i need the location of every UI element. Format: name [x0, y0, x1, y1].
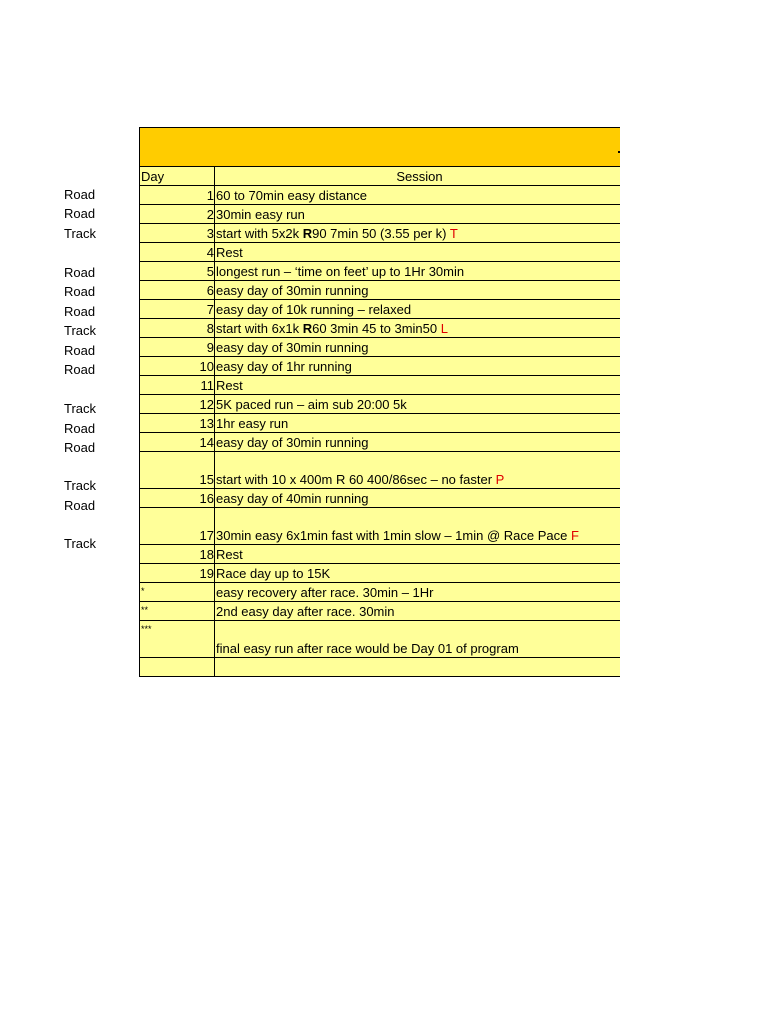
day-cell: ** — [140, 602, 215, 621]
text-segment: start with 6x1k — [216, 321, 303, 336]
day-cell: 15 — [140, 452, 215, 489]
session-type-label: Road — [64, 303, 96, 319]
day-cell: 6 — [140, 281, 215, 300]
session-cell — [215, 433, 621, 452]
schedule-row — [140, 564, 621, 583]
session-cell — [215, 186, 621, 205]
pace-code: T — [449, 226, 458, 241]
schedule-row — [140, 583, 621, 602]
text-segment: start with 5x2k — [216, 226, 303, 241]
day-cell: 10 — [140, 357, 215, 376]
session-type-label: Road — [64, 420, 96, 436]
session-cell — [215, 621, 621, 658]
schedule-row — [140, 319, 621, 338]
text-segment: easy recovery after race. 30min – 1Hr — [216, 585, 434, 600]
day-cell: 19 — [140, 564, 215, 583]
day-cell: 13 — [140, 414, 215, 433]
text-segment: 30min easy run — [216, 207, 305, 222]
day-cell: 14 — [140, 433, 215, 452]
schedule-row — [140, 602, 621, 621]
title-overflow-mark — [618, 151, 620, 153]
rest-code: R — [302, 321, 313, 336]
session-cell — [215, 224, 621, 243]
session-cell — [215, 300, 621, 319]
schedule-row — [140, 376, 621, 395]
day-cell: 3 — [140, 224, 215, 243]
text-segment: easy day of 40min running — [216, 491, 369, 506]
schedule-row — [140, 224, 621, 243]
pace-code: L — [440, 321, 448, 336]
schedule-row — [140, 281, 621, 300]
text-segment: 1hr easy run — [216, 416, 289, 431]
session-cell — [215, 262, 621, 281]
day-cell: * — [140, 583, 215, 602]
day-cell: 7 — [140, 300, 215, 319]
session-cell — [215, 508, 621, 545]
day-cell: 4 — [140, 243, 215, 262]
schedule-row — [140, 262, 621, 281]
text-segment: Race day up to 15K — [216, 566, 331, 581]
session-cell — [215, 564, 621, 583]
schedule-row — [140, 545, 621, 564]
text-segment: Rest — [216, 378, 243, 393]
day-cell — [140, 658, 215, 677]
text-segment: 2nd easy day after race. 30min — [216, 604, 395, 619]
text-segment: easy day of 30min running — [216, 283, 369, 298]
schedule-row — [140, 433, 621, 452]
text-segment: longest run – ‘time on feet’ up to 1Hr 30min — [216, 264, 465, 279]
text-segment: easy day of 10k running – relaxed — [216, 302, 412, 317]
day-cell: 17 — [140, 508, 215, 545]
session-type-label: Road — [64, 362, 96, 377]
session-cell — [215, 357, 621, 376]
session-cell — [215, 583, 621, 602]
schedule-row — [140, 414, 621, 433]
text-segment: start with 10 x 400m R 60 400/86sec – no faster — [216, 472, 496, 487]
schedule-row — [140, 452, 621, 489]
schedule-row — [140, 489, 621, 508]
day-cell: 5 — [140, 262, 215, 281]
text-segment: Rest — [216, 547, 243, 562]
day-cell: 11 — [140, 376, 215, 395]
session-cell — [215, 489, 621, 508]
day-cell: *** — [140, 621, 215, 658]
training-schedule-table — [139, 166, 620, 677]
session-cell — [215, 376, 621, 395]
day-cell: 8 — [140, 319, 215, 338]
day-cell: 2 — [140, 205, 215, 224]
text-segment: 90 7min 50 (3.55 per k) — [312, 226, 450, 241]
day-cell: 18 — [140, 545, 215, 564]
session-type-label: Track — [64, 535, 97, 551]
table-header-row — [140, 167, 621, 186]
session-cell — [215, 205, 621, 224]
training-table-sheet — [139, 127, 620, 687]
schedule-row — [140, 243, 621, 262]
session-type-label: Road — [64, 440, 96, 455]
schedule-row — [140, 300, 621, 319]
text-segment: 60 3min 45 to 3min50 — [312, 321, 441, 336]
text-segment: 30min easy 6x1min fast with 1min slow – 1min @ Race Pace — [216, 528, 571, 543]
schedule-row — [140, 205, 621, 224]
session-cell — [215, 319, 621, 338]
schedule-row — [140, 338, 621, 357]
session-type-label: Track — [64, 401, 97, 416]
day-cell: 9 — [140, 338, 215, 357]
session-type-label: Road — [64, 186, 96, 202]
pace-code: F — [570, 528, 579, 543]
session-type-label: Road — [64, 342, 96, 358]
text-segment: easy day of 30min running — [216, 435, 369, 450]
session-cell — [215, 545, 621, 564]
day-cell: 12 — [140, 395, 215, 414]
session-type-label: Track — [64, 323, 97, 338]
schedule-row — [140, 621, 621, 658]
pace-code: P — [495, 472, 505, 487]
text-segment: easy day of 1hr running — [216, 359, 352, 374]
text-segment: 5K paced run – aim sub 20:00 5k — [216, 397, 407, 412]
schedule-row — [140, 186, 621, 205]
text-segment: easy day of 30min running — [216, 340, 369, 355]
day-cell: 16 — [140, 489, 215, 508]
session-type-label: Road — [64, 284, 96, 299]
session-type-label: Road — [64, 264, 96, 280]
day-cell: 1 — [140, 186, 215, 205]
session-cell — [215, 338, 621, 357]
session-cell — [215, 658, 621, 677]
session-type-label: Road — [64, 497, 96, 513]
text-segment: final easy run after race would be Day 01 of program — [216, 641, 519, 656]
schedule-row — [140, 658, 621, 677]
session-cell — [215, 602, 621, 621]
session-type-label: Track — [64, 478, 97, 493]
text-segment: Rest — [216, 245, 243, 260]
session-column-header: Session — [215, 167, 621, 186]
session-type-label: Road — [64, 206, 96, 221]
schedule-row — [140, 357, 621, 376]
table-title-band — [139, 127, 620, 166]
session-cell — [215, 281, 621, 300]
session-type-label: Track — [64, 225, 97, 241]
text-segment: 60 to 70min easy distance — [216, 188, 368, 203]
session-cell — [215, 395, 621, 414]
rest-code: R — [302, 226, 313, 241]
schedule-row — [140, 395, 621, 414]
schedule-row — [140, 508, 621, 545]
session-cell — [215, 243, 621, 262]
session-cell — [215, 414, 621, 433]
session-cell — [215, 452, 621, 489]
day-column-header: Day — [140, 167, 215, 186]
